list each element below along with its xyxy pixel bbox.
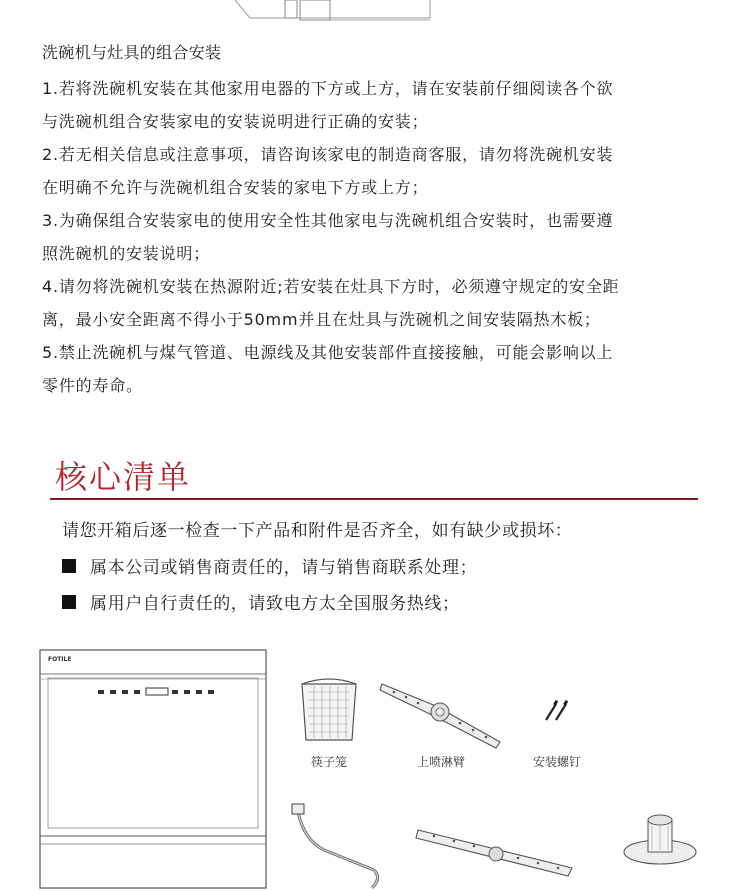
install-line: 在明确不允许与洗碗机组合安装的家电下方或上方； <box>42 178 429 197</box>
part-caption-upper-spray-arm: 上喷淋臂 <box>416 755 465 769</box>
install-line: 照洗碗机的安装说明； <box>42 244 211 263</box>
installation-screws-icon <box>538 700 578 724</box>
upper-spray-arm-icon <box>378 676 504 754</box>
part-caption-screws: 安装螺钉 <box>532 755 581 769</box>
bullet-text: 属本公司或销售商责任的，请与销售商联系处理； <box>90 558 478 578</box>
install-line: 离，最小安全距离不得小于50mm并且在灶具与洗碗机之间安装隔热木板； <box>42 310 601 329</box>
checklist-intro: 请您开箱后逐一检查一下产品和附件是否齐全，如有缺少或损坏： <box>62 521 573 541</box>
bullet-text: 属用户自行责任的，请致电方太全国服务热线； <box>90 594 460 614</box>
square-bullet-icon <box>62 559 76 573</box>
install-line: 4.请勿将洗碗机安装在热源附近;若安装在灶具下方时，必须遵守规定的安全距 <box>42 277 620 296</box>
install-line: 与洗碗机组合安装家电的安装说明进行正确的安装； <box>42 112 429 131</box>
filter-assembly-icon <box>620 806 700 891</box>
square-bullet-icon <box>62 595 76 609</box>
lower-spray-arm-icon <box>412 818 582 891</box>
install-line: 2.若无相关信息或注意事项，请咨询该家电的制造商客服，请勿将洗碗机安装 <box>42 145 614 164</box>
install-section-title: 洗碗机与灶具的组合安装 <box>42 43 222 62</box>
dishwasher-illustration <box>38 648 270 891</box>
checklist-bullet <box>62 589 460 614</box>
install-line: 1.若将洗碗机安装在其他家用电器的下方或上方，请在安装前仔细阅读各个欲 <box>42 79 614 98</box>
section-divider <box>50 498 698 500</box>
top-install-illustration <box>230 0 460 22</box>
drain-hose-icon <box>284 800 384 891</box>
checklist-bullet <box>62 553 477 578</box>
checklist-title: 核心清单 <box>55 458 192 496</box>
dishwasher-brand-label: FOTILE <box>48 656 72 663</box>
install-line: 零件的寿命。 <box>42 376 143 395</box>
install-instructions <box>42 72 712 402</box>
part-caption-cutlery-basket: 筷子笼 <box>310 755 347 769</box>
install-line: 3.为确保组合安装家电的使用安全性其他家电与洗碗机组合安装时，也需要遵 <box>42 211 614 230</box>
install-line: 5.禁止洗碗机与煤气管道、电源线及其他安装部件直接接触，可能会影响以上 <box>42 343 614 362</box>
cutlery-basket-icon <box>296 674 362 744</box>
